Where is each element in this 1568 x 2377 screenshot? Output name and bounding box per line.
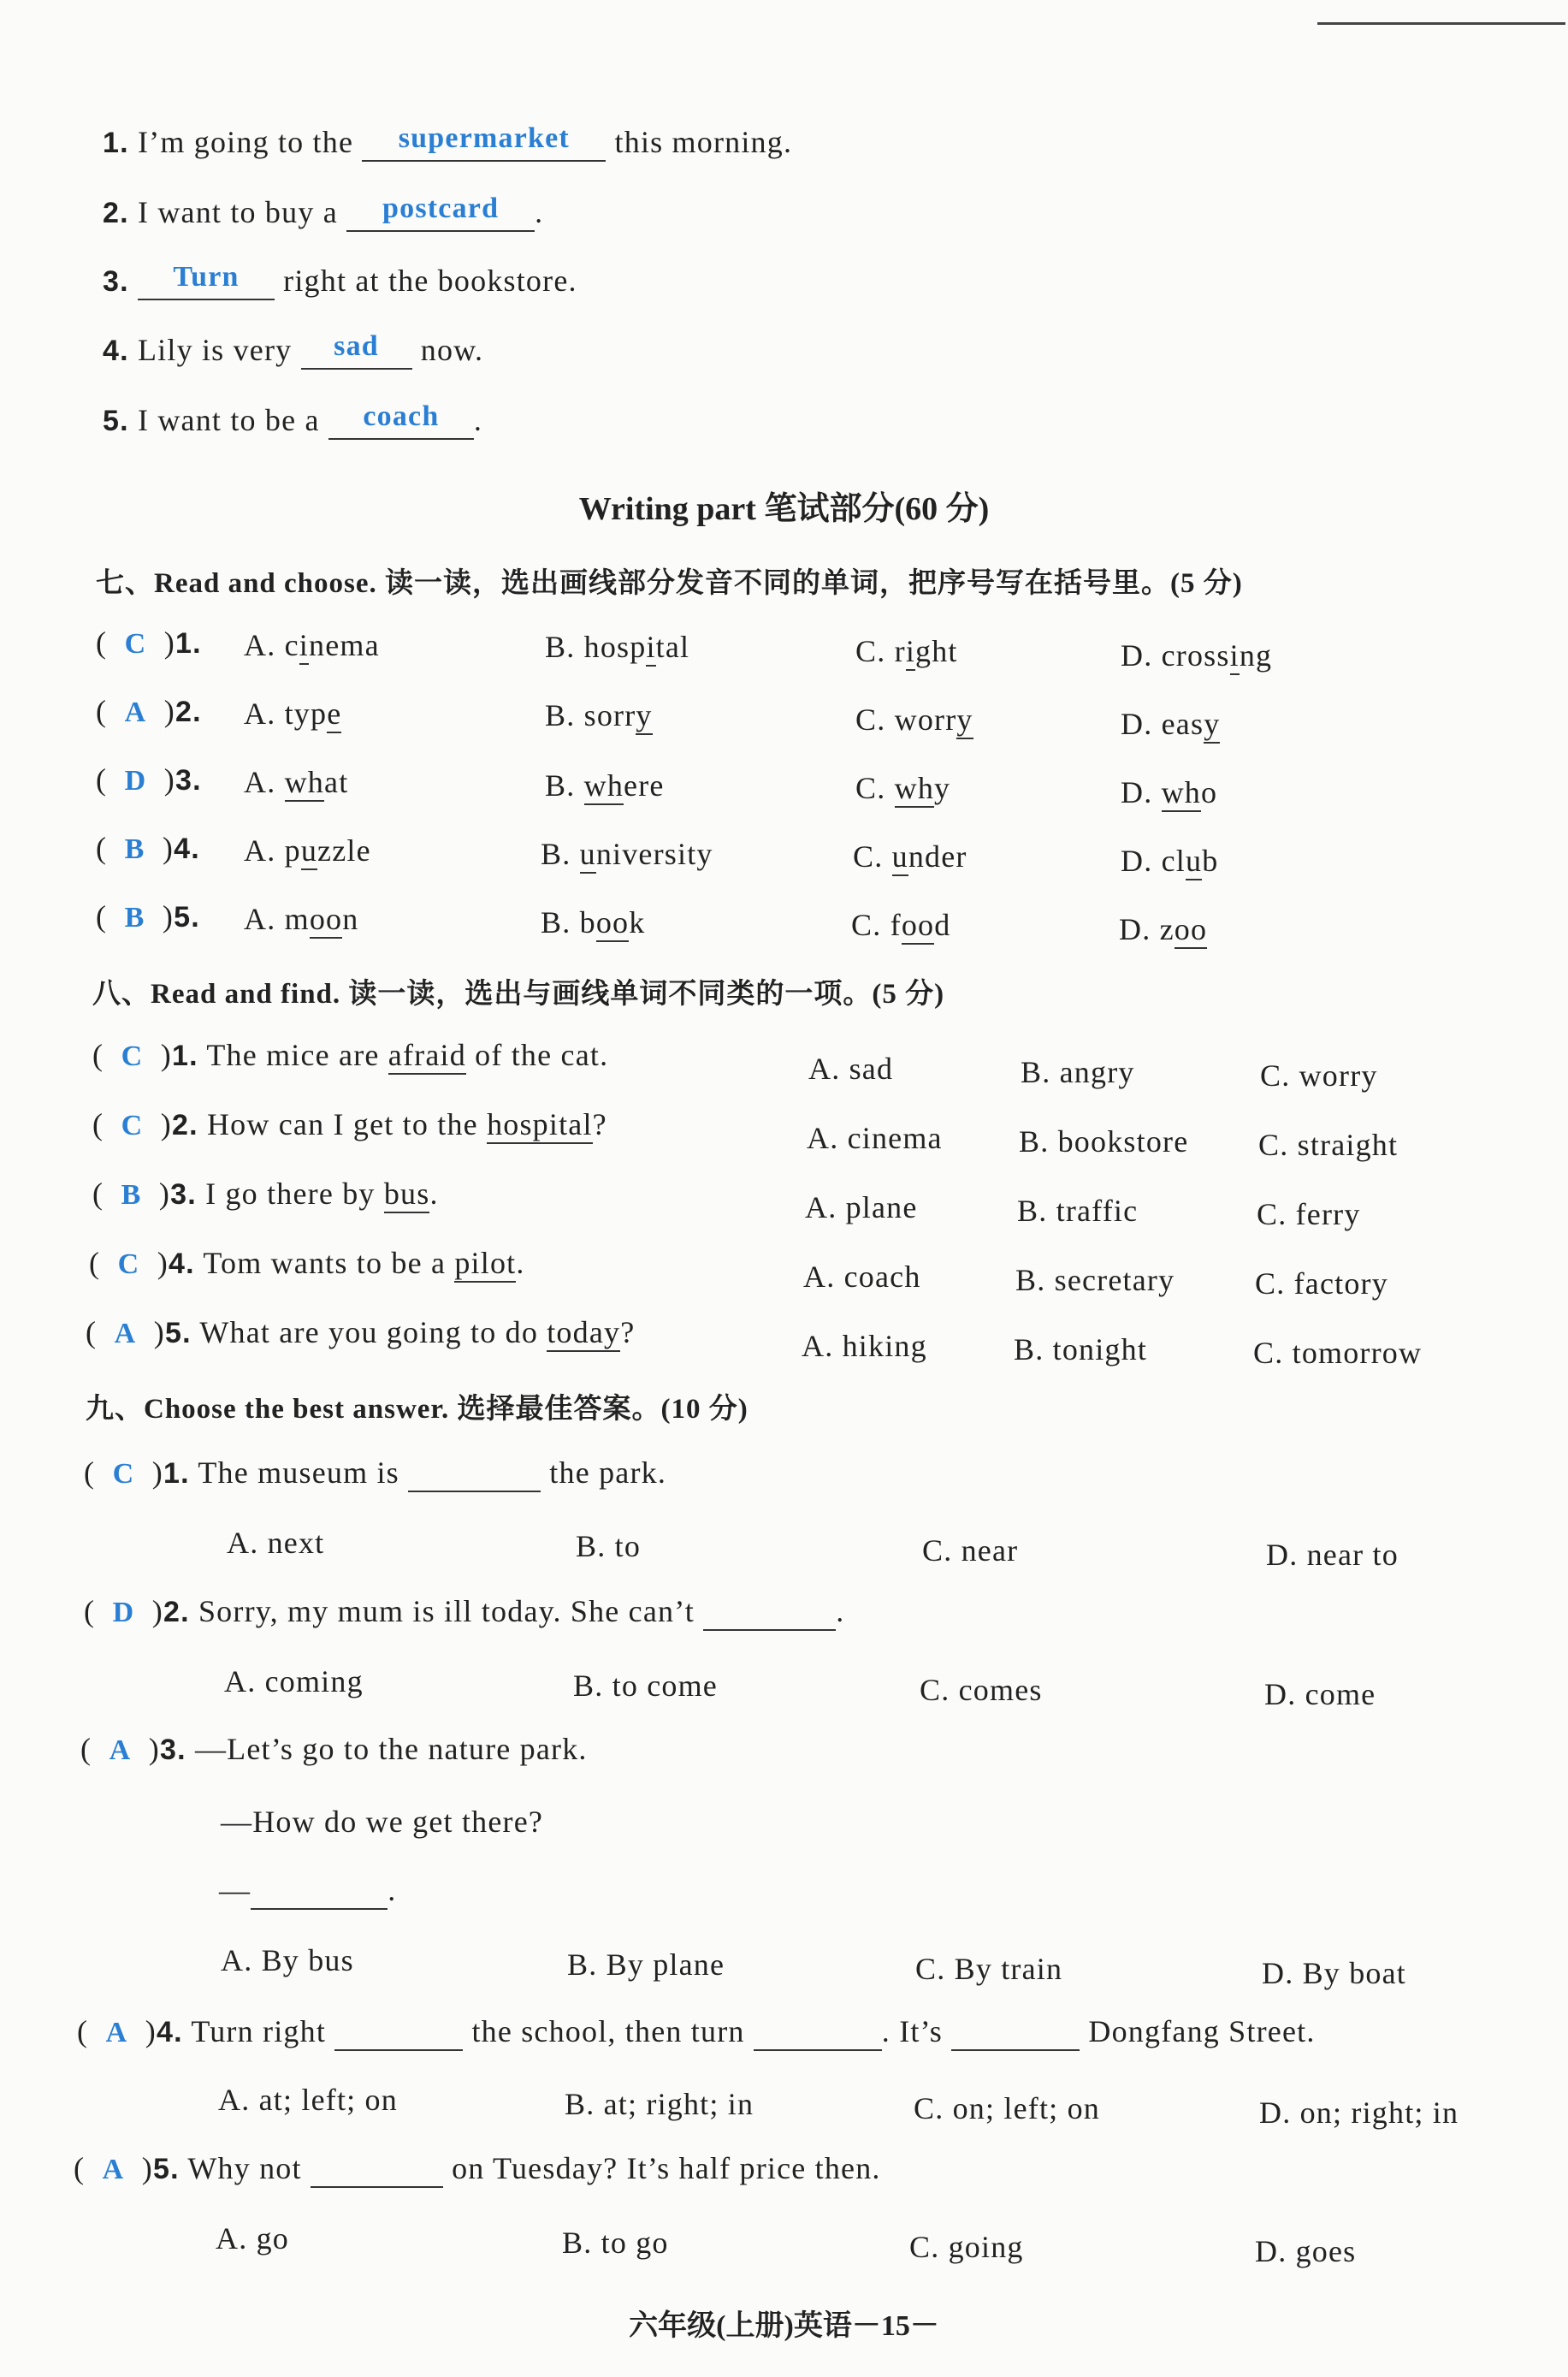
option-b: B. book [541,904,645,940]
option-c: C. By train [915,1952,1063,1986]
writing-part-title: Writing part 笔试部分(60 分) [578,491,990,527]
answer-blank [138,263,275,300]
answer-letter: B [124,833,145,865]
answer-blank [301,332,412,370]
option-d: D. crossing [1121,637,1272,673]
option-b: B. By plane [567,1947,725,1982]
item-number: 4. [156,2016,183,2048]
option-a: A. coming [224,1664,364,1698]
item-text: Lily is very [137,333,293,367]
answer-letter: A [109,1734,132,1766]
item-number: 2. [175,696,202,728]
page-footer: 六年级(上册)英语－15－ [629,2310,939,2342]
answer-text: sad [334,330,379,362]
answer-letter: A [124,697,147,728]
option-d: D. club [1121,843,1218,879]
option-c: C. factory [1255,1266,1388,1301]
item-number: 5. [103,405,129,437]
answer-letter: B [121,1179,142,1211]
option-b: B. to [576,1529,642,1563]
s7-item-4: ( B )4. [96,831,200,865]
item-number: 5. [174,901,200,934]
item-text: . [535,195,544,229]
option-a: A. go [216,2221,289,2255]
fill-item-3 [103,263,577,300]
option-b: B. to go [562,2226,669,2260]
answer-letter: A [114,1318,137,1349]
item-text: . [473,403,483,437]
option-a: A. plane [805,1190,918,1224]
fill-item-5 [103,402,482,440]
option-c: C. tomorrow [1253,1336,1423,1370]
answer-blank [346,194,535,232]
answer-blank [328,402,474,440]
item-number: 3. [170,1178,197,1211]
option-c: C. ferry [1257,1197,1361,1231]
item-number: 4. [174,833,200,865]
option-c: C. near [922,1533,1019,1568]
s9-question-2: ( D )2. Sorry, my mum is ill today. She can’t . [84,1593,844,1631]
option-c: C. food [851,907,950,943]
item-number: 2. [171,1109,198,1141]
item-number: 5. [152,2153,180,2185]
s9-question-1: ( C )1. The museum is the park. [84,1455,666,1492]
option-c: C. comes [920,1673,1043,1707]
option-a: A. By bus [221,1943,354,1977]
item-number: 5. [164,1317,192,1349]
fill-item-4 [103,332,483,370]
option-a: A. at; left; on [218,2083,398,2117]
answer-blank [362,124,606,162]
section-9-title: 九、Choose the best answer. 选择最佳答案。(10 分) [86,1394,748,1425]
item-text: this morning. [614,125,793,159]
answer-letter: A [102,2154,125,2185]
item-text: I want to buy a [137,195,338,229]
item-text: I want to be a [137,403,320,437]
option-a: A. hiking [802,1329,927,1363]
option-b: B. traffic [1017,1194,1139,1228]
option-b: B. where [545,768,665,803]
s7-item-3: ( D )3. [96,762,202,797]
answer-text: coach [363,400,440,432]
fill-item-2 [103,194,543,232]
option-a: A. cinema [244,627,380,663]
item-text: I’m going to the [137,125,354,159]
option-a: A. what [244,764,348,800]
option-b: B. to come [573,1669,718,1703]
option-a: A. next [227,1526,325,1560]
option-d: D. By boat [1262,1956,1406,1990]
item-number: 2. [103,197,129,229]
option-a: A. sad [808,1052,894,1086]
s8-item-2: ( C )2. How can I get to the hospital? [92,1106,607,1142]
item-number: 3. [159,1734,186,1766]
item-text: right at the bookstore. [283,264,577,298]
option-b: B. tonight [1014,1332,1148,1366]
item-number: 4. [103,335,129,367]
section-7-title: 七、Read and choose. 读一读，选出画线部分发音不同的单词，把序号写在括号里。(5 分) [96,568,1243,599]
answer-letter: C [117,1248,140,1280]
fill-item-1 [103,124,792,162]
dialogue-line: —How do we get there? [221,1805,544,1839]
option-c: C. straight [1258,1128,1399,1162]
item-number: 1. [163,1457,190,1490]
option-b: B. sorry [545,697,653,733]
option-d: D. zoo [1119,911,1207,947]
answer-letter: A [105,2017,128,2048]
option-d: D. on; right; in [1259,2095,1459,2130]
option-b: B. bookstore [1019,1124,1189,1159]
option-a: A. puzzle [244,833,371,868]
item-number: 3. [103,265,129,298]
item-number: 3. [175,764,202,797]
option-c: C. under [853,839,967,874]
option-c: C. why [855,770,950,806]
answer-text: supermarket [398,122,570,154]
s7-item-2: ( A )2. [96,694,202,728]
option-d: D. goes [1255,2234,1357,2268]
option-c: C. going [909,2230,1024,2264]
option-c: C. worry [1260,1058,1378,1093]
option-d: D. who [1121,774,1217,810]
option-a: A. moon [244,901,358,937]
option-b: B. secretary [1015,1263,1175,1297]
s8-item-5: ( A )5. What are you going to do today? [86,1314,635,1350]
dialogue-line: — . [219,1872,396,1910]
option-a: A. type [244,696,341,732]
answer-text: postcard [382,193,500,224]
s8-item-3: ( B )3. I go there by bus. [92,1176,439,1212]
item-number: 1. [175,627,202,660]
answer-letter: D [124,765,147,797]
s8-item-4: ( C )4. Tom wants to be a pilot. [89,1245,525,1281]
item-number: 1. [171,1040,198,1072]
option-d: D. easy [1121,706,1220,742]
answer-letter: D [112,1597,135,1628]
s7-item-5: ( B )5. [96,899,200,934]
s9-question-5: ( A )5. Why not on Tuesday? It’s half price then. [74,2150,881,2188]
option-c: C. worry [855,702,973,738]
s9-question-4: ( A )4. Turn right the school, then turn . It’s Dongfang Street. [77,2013,1316,2051]
option-a: A. coach [803,1260,921,1294]
option-d: D. come [1264,1677,1376,1711]
item-text: now. [420,333,484,367]
answer-letter: C [121,1040,144,1072]
s7-item-1: ( C )1. [96,625,202,660]
answer-letter: C [124,628,147,660]
answer-text: Turn [173,261,240,293]
option-d: D. near to [1266,1538,1399,1572]
answer-letter: C [112,1458,135,1490]
item-number: 1. [103,127,129,159]
item-number: 2. [163,1596,190,1628]
option-b: B. angry [1021,1055,1135,1089]
top-rule [1317,22,1565,25]
option-c: C. right [855,633,958,669]
option-b: B. at; right; in [565,2087,754,2121]
item-number: 4. [168,1248,195,1280]
answer-letter: C [121,1110,144,1141]
section-8-title: 八、Read and find. 读一读，选出与画线单词不同类的一项。(5 分) [92,979,945,1010]
option-b: B. university [541,836,713,872]
option-c: C. on; left; on [914,2091,1100,2125]
answer-letter: B [124,902,145,934]
option-a: A. cinema [807,1121,943,1155]
s8-item-1: ( C )1. The mice are afraid of the cat. [92,1037,608,1073]
s9-question-3: ( A )3. —Let’s go to the nature park. [80,1732,588,1766]
option-b: B. hospital [545,629,689,665]
